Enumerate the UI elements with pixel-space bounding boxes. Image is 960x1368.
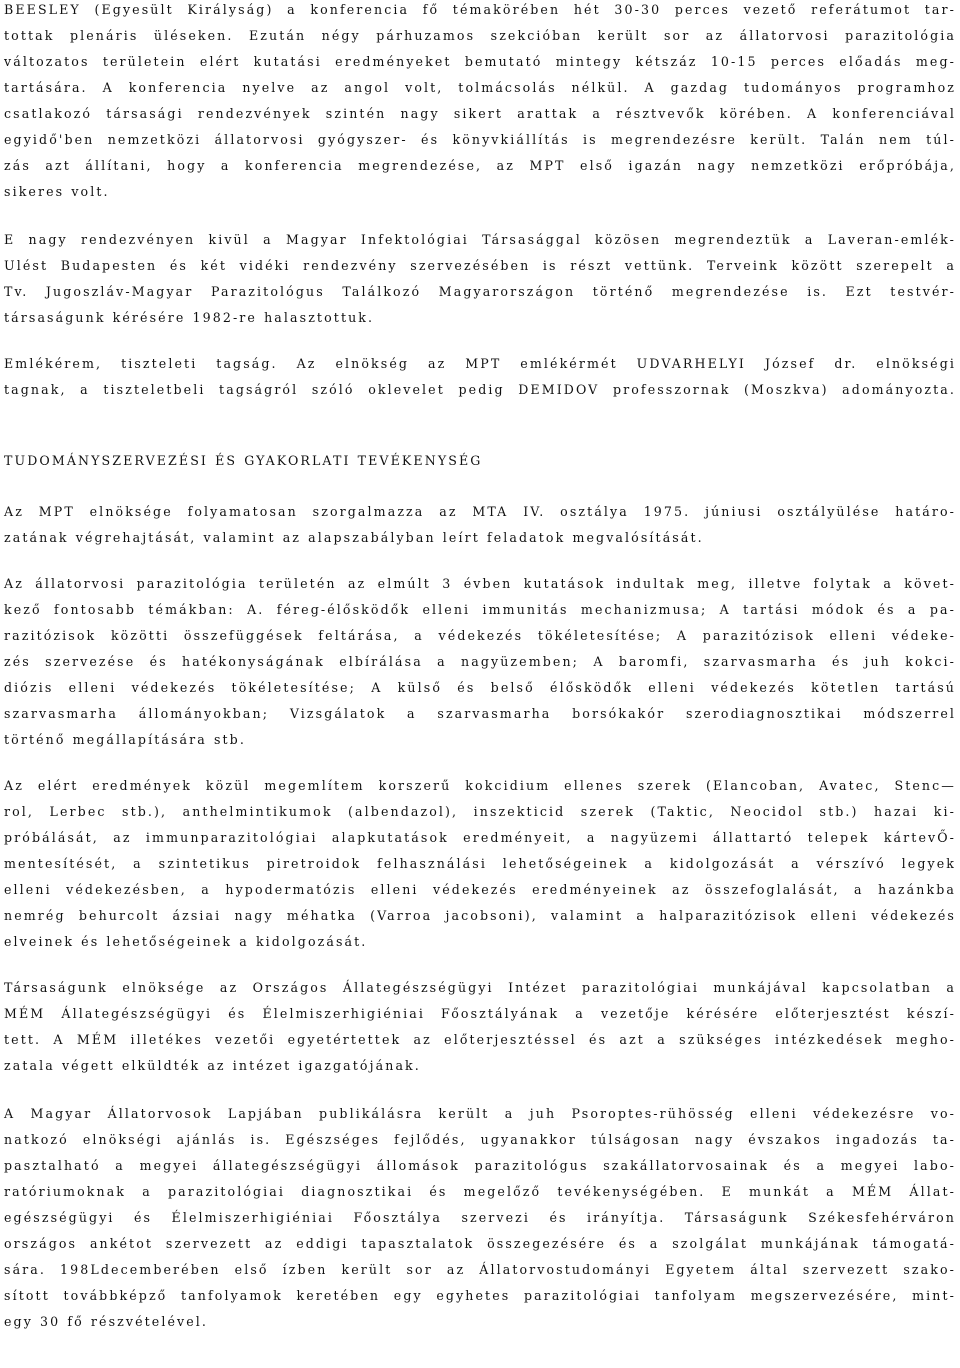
text-line: változatos területein elért kutatási eredményeket bemutató mintegy kétszáz 10-15 perces előadás meg- [4, 54, 956, 69]
text-line: elveinek és lehetőségeinek a kidolgozását. [4, 934, 368, 949]
text-line: Emlékérem, tiszteleti tagság. Az elnökség az MPT emlékérmét UDVARHELYI József dr. elnökségi [4, 356, 956, 371]
text-line: csatlakozó társasági rendezvények szintén nagy sikert arattak a résztvevők körében. A konferenciával [4, 106, 956, 121]
text-line: Az állatorvosi parazitológia területén az elmúlt 3 évben kutatások indultak meg, illetve folytak a követ- [4, 576, 956, 591]
text-line: zatának végrehajtását, valamint az alapszabályban leírt feladatok megvalósítását. [4, 530, 704, 545]
text-line: egyidő'ben nemzetközi állatorvosi gyógyszer- és könyvkiállítás is megrendezésre került. Talán nem túl- [4, 132, 956, 147]
text-line: razitózisok közötti összefüggések feltárása, a védekezés tökéletesítése; A parazitózisok elleni védeke- [4, 628, 956, 643]
text-line: sikeres volt. [4, 184, 110, 199]
text-line: tartására. A konferencia nyelve az angol volt, tolmácsolás nélkül. A gazdag tudományos programhoz [4, 80, 956, 95]
text-line: A Magyar Állatorvosok Lapjában publikálásra került a juh Psoroptes-rühösség elleni védekezésre vo- [4, 1106, 956, 1121]
text-line: BEESLEY (Egyesült Királyság) a konferencia fő témakörében hét 30-30 perces vezető referátumot tar- [4, 2, 956, 17]
text-line: zés szervezése és hatékonyságának elbírálása a nagyüzemben; A baromfi, szarvasmarha és juh kokci- [4, 654, 956, 669]
text-line: ratóriumoknak a parazitológiai diagnosztikai és megelőző tevékenységében. E munkát a MÉM Állat- [4, 1184, 956, 1199]
text-line: pasztalható a megyei állategészségügyi állomások parazitológus szakállatorvosainak és a megyei labo- [4, 1158, 956, 1173]
text-line: MÉM Állategészségügyi és Élelmiszerhigiéniai Főosztályának a vezetője kérésére előterjesztést készí- [4, 1006, 956, 1021]
text-line: egy 30 fő részvételével. [4, 1314, 209, 1329]
text-line: elleni védekezésben, a hypodermatózis elleni védekezés eredményeinek az összefoglalását, a hazánkba [4, 882, 956, 897]
text-line: kező fontosabb témákban: A. féreg-élősködők elleni immunitás mechanizmusa; A tartási módok és a pa- [4, 602, 956, 617]
text-line: társaságunk kérésére 1982-re halasztottuk. [4, 310, 375, 325]
text-line: rol, Lerbec stb.), anthelmintikumok (albendazol), inszekticid szerek (Taktic, Neocidol stb.) hazai ki- [4, 804, 956, 819]
text-line: zás azt állítani, hogy a konferencia megrendezése, az MPT első igazán nagy nemzetközi erőpróbája, [4, 158, 956, 173]
text-line: tett. A MÉM illetékes vezetői egyetértettek az előterjesztéssel és azt a szükséges intézkedések megho- [4, 1032, 956, 1047]
text-line: egészségügyi és Élelmiszerhigiéniai Főosztálya szervezi és irányítja. Társaságunk Székesfehérváron [4, 1210, 956, 1225]
text-line: szarvasmarha állományokban; Vizsgálatok a szarvasmarha borsókakór szerodiagnosztikai módszerrel [4, 706, 956, 721]
text-line: Az MPT elnöksége folyamatosan szorgalmazza az MTA IV. osztálya 1975. júniusi osztályülése határo- [4, 504, 956, 519]
text-line: natkozó elnökségi ajánlás is. Egészséges fejlődés, ugyanakkor túlságosan nagy évszakos ingadozás ta- [4, 1132, 956, 1147]
section-heading: TUDOMÁNYSZERVEZÉSI ÉS GYAKORLATI TEVÉKENYSÉG [4, 453, 483, 468]
text-line: diózis elleni védekezés tökéletesítése; A külső és belső élősködők elleni védekezés kötetlen tartású [4, 680, 956, 695]
text-line: sára. 198Ldecemberében első ízben került sor az Állatorvostudományi Egyetem által szervezett szako- [4, 1262, 956, 1277]
text-line: történő megállapítására stb. [4, 732, 246, 747]
text-line: mentesítését, a szintetikus piretroidok felhasználási lehetőségeinek a kidolgozását a vérszívó legyek [4, 856, 956, 871]
text-line: zatala végett elküldték az intézet igazgatójának. [4, 1058, 421, 1073]
text-line: Társaságunk elnöksége az Országos Állategészségügyi Intézet parazitológiai munkájával kapcsolatban a [4, 980, 956, 995]
text-line: E nagy rendezvényen kivül a Magyar Infektológiai Társasággal közösen megrendeztük a Laveran-emlék- [4, 232, 956, 247]
text-line: Az elért eredmények közül megemlítem korszerű kokcidium ellenes szerek (Elancoban, Avatec, Stenc— [4, 778, 956, 793]
text-line: országos ankétot szervezett az eddigi tapasztalatok összegezésére és a szolgálat munkájának támogatá- [4, 1236, 956, 1251]
text-line: tagnak, a tiszteletbeli tagságról szóló oklevelet pedig DEMIDOV professzornak (Moszkva) adományozta. [4, 382, 956, 397]
text-line: Tv. Jugoszláv-Magyar Parazitológus Találkozó Magyarországon történő megrendezése is. Ezt testvér- [4, 284, 956, 299]
text-line: próbálását, az immunparazitológiai alapkutatások eredményeit, a nagyüzemi állattartó telepek kártevŐ- [4, 830, 956, 845]
text-line: sított továbbképző tanfolyamok keretében egy egyhetes parazitológiai tanfolyam megszervezésére, mint- [4, 1288, 956, 1303]
text-line: nemrég behurcolt ázsiai nagy méhatka (Varroa jacobsoni), valamint a halparazitózisok elleni védekezés [4, 908, 956, 923]
text-line: Ulést Budapesten és két vidéki rendezvény szervezésében is részt vettünk. Terveink között szerepelt a [4, 258, 956, 273]
text-line: tottak plenáris üléseken. Ezután négy párhuzamos szekcióban került sor az állatorvosi parazitológia [4, 28, 956, 43]
